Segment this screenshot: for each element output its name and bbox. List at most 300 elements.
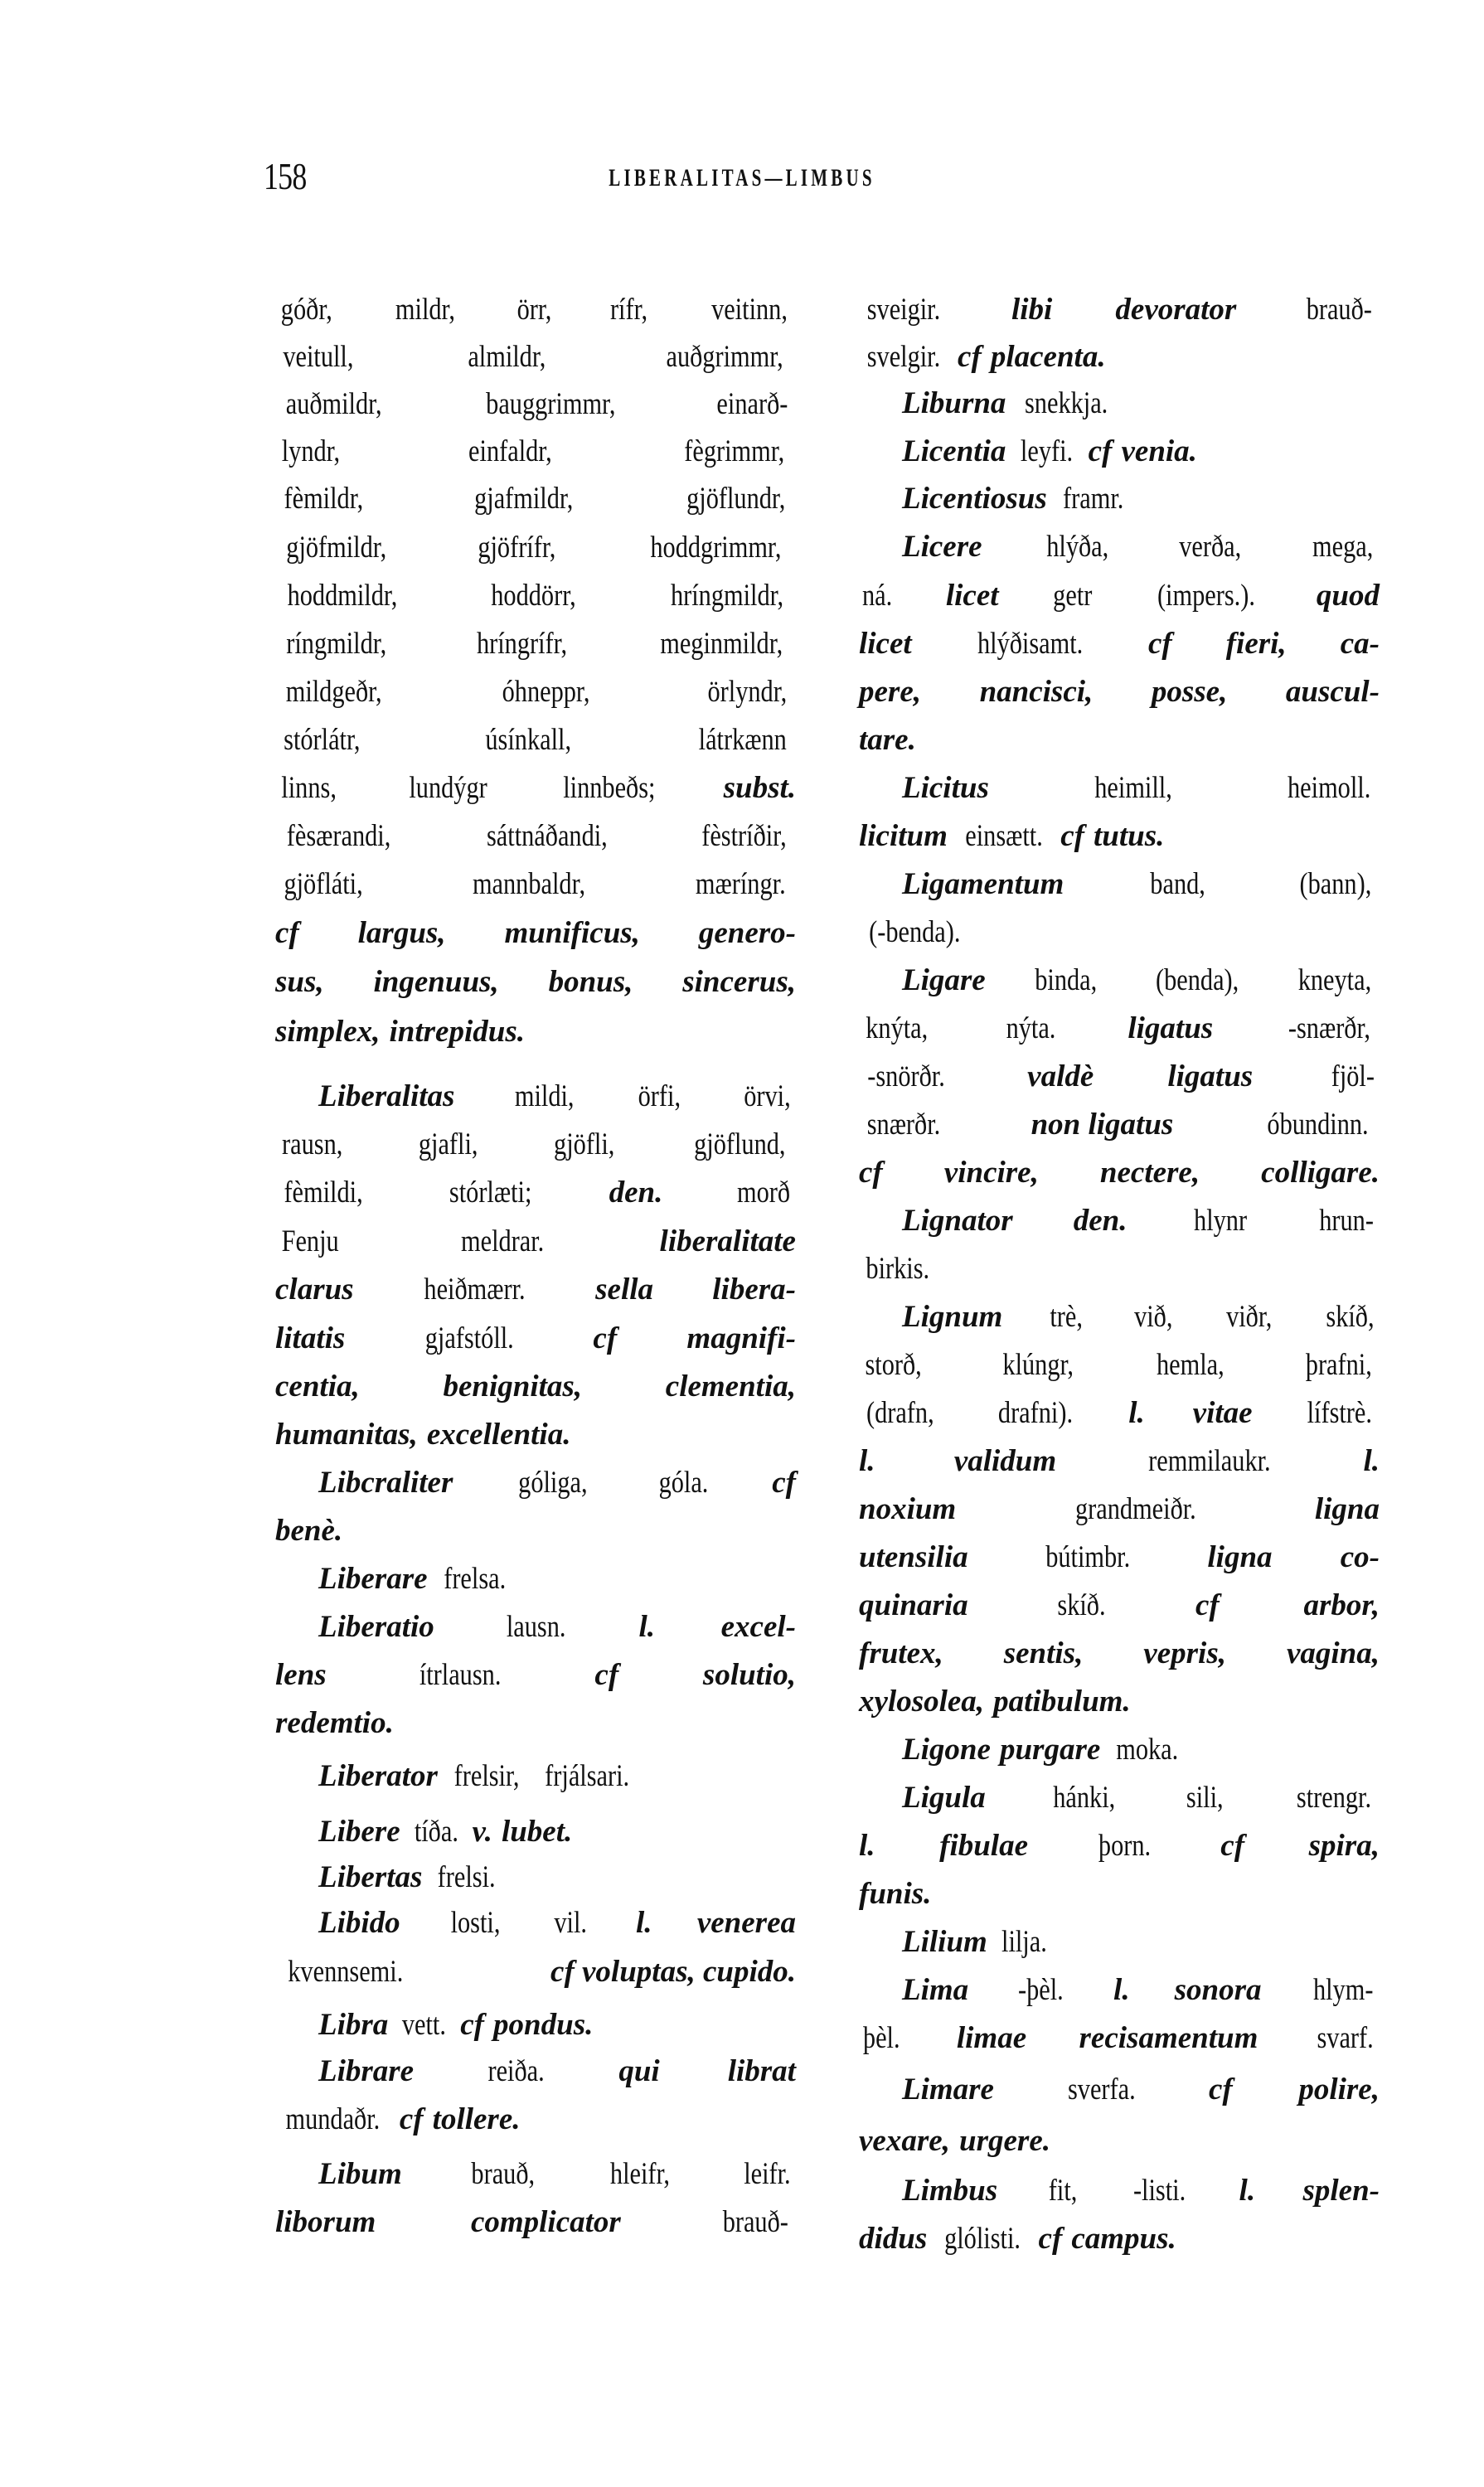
- icelandic-text: brauð-: [1307, 293, 1373, 327]
- icelandic-text: linnbeðs;: [563, 771, 656, 805]
- headword: Liberator: [318, 1759, 438, 1793]
- latin-text: l.: [1128, 1396, 1145, 1430]
- icelandic-text: góðr,: [280, 293, 332, 327]
- icelandic-text: snærðr.: [866, 1108, 941, 1142]
- text-line: [275, 1507, 796, 1555]
- text-line: [275, 2199, 796, 2247]
- icelandic-text: einfaldr,: [468, 434, 552, 468]
- icelandic-text: losti,: [450, 1906, 501, 1940]
- latin-text: venia.: [1121, 434, 1197, 468]
- latin-text: licet: [945, 579, 999, 613]
- entry-line: [275, 1753, 796, 1801]
- latin-text: vepris,: [1143, 1636, 1226, 1670]
- latin-text: qui: [618, 2054, 660, 2088]
- headword: Libere: [318, 1815, 400, 1849]
- icelandic-text: mundaðr.: [285, 2102, 381, 2136]
- icelandic-text: fjöl-: [1331, 1059, 1375, 1093]
- entry-line: [859, 475, 1380, 523]
- text-line: [275, 1266, 796, 1314]
- latin-text: spira,: [1308, 1829, 1380, 1863]
- icelandic-text: (drafn,: [866, 1396, 934, 1430]
- icelandic-text: óbundinn.: [1267, 1108, 1369, 1142]
- icelandic-text: fèmildi,: [284, 1176, 363, 1210]
- latin-text: polire,: [1298, 2072, 1380, 2106]
- icelandic-text: tíða.: [414, 1815, 458, 1849]
- latin-text: l.: [859, 1444, 875, 1478]
- latin-text: librat: [727, 2054, 796, 2088]
- icelandic-text: kneyta,: [1297, 963, 1372, 997]
- text-line: [859, 1149, 1380, 1197]
- headword: Lignator: [902, 1204, 1013, 1238]
- icelandic-text: hoddörr,: [491, 579, 577, 613]
- latin-text: devorator: [1115, 293, 1237, 327]
- icelandic-text: stórlátr,: [284, 723, 361, 757]
- latin-text: ligna: [1314, 1492, 1380, 1526]
- latin-text: utensilia: [859, 1540, 968, 1574]
- latin-text: licitum: [859, 819, 948, 853]
- text-line: [859, 1486, 1380, 1534]
- icelandic-text: auðgrimmr,: [666, 340, 783, 374]
- latin-text: benè.: [275, 1514, 343, 1548]
- icelandic-text: fèsærandi,: [286, 819, 391, 853]
- latin-text: fibulae: [939, 1829, 1029, 1863]
- latin-text: non ligatus: [1031, 1108, 1174, 1142]
- headword: Licentia: [902, 434, 1006, 468]
- text-line: [859, 1101, 1380, 1149]
- icelandic-text: svelgir.: [866, 340, 941, 374]
- icelandic-text: (-benda).: [869, 915, 961, 949]
- latin-text: vitae: [1192, 1396, 1253, 1430]
- entry-line: [859, 1774, 1380, 1822]
- latin-text: l.: [859, 1829, 875, 1863]
- latin-text: sincerus,: [682, 965, 796, 999]
- icelandic-text: svarf.: [1317, 2021, 1374, 2055]
- latin-text: sus,: [275, 965, 324, 999]
- latin-text: vexare,: [859, 2124, 950, 2158]
- text-line: [859, 1822, 1380, 1870]
- latin-text: litatis: [275, 1321, 346, 1355]
- text-line: [859, 1245, 1380, 1293]
- entry-line: [859, 2066, 1380, 2114]
- icelandic-text: morð: [736, 1176, 790, 1210]
- headword: Liberare: [318, 1562, 428, 1596]
- latin-text: validum: [953, 1444, 1057, 1478]
- icelandic-text: sveigir.: [866, 293, 941, 327]
- icelandic-text: almildr,: [468, 340, 546, 374]
- latin-text: pere,: [859, 675, 921, 709]
- latin-text: fieri,: [1225, 627, 1287, 661]
- icelandic-text: gjafmildr,: [473, 482, 574, 516]
- icelandic-text: úsínkall,: [485, 723, 572, 757]
- icelandic-text: hlynr: [1193, 1204, 1247, 1238]
- latin-text: placenta.: [990, 340, 1106, 374]
- icelandic-text: trè,: [1050, 1300, 1084, 1334]
- latin-text: ingenuus,: [373, 965, 499, 999]
- latin-text: quinaria: [859, 1588, 968, 1622]
- icelandic-text: stórlæti;: [449, 1176, 532, 1210]
- icelandic-text: (bann),: [1299, 867, 1372, 901]
- latin-text: excel-: [720, 1610, 796, 1644]
- headword: Lignum: [902, 1300, 1003, 1334]
- latin-text: cf: [593, 1321, 618, 1355]
- text-line: [275, 1121, 796, 1169]
- text-line: [275, 1699, 796, 1748]
- latin-text: cf: [958, 340, 982, 374]
- entry-line: [275, 1073, 796, 1121]
- latin-text: frutex,: [859, 1636, 943, 1670]
- icelandic-text: ná.: [861, 579, 893, 613]
- text-line: [859, 716, 1380, 764]
- latin-text: liborum: [275, 2205, 376, 2239]
- latin-text: limae: [956, 2021, 1027, 2055]
- entry-line: [275, 1603, 796, 1651]
- text-line: [859, 1534, 1380, 1582]
- entry-line: [859, 2167, 1380, 2215]
- latin-text: simplex,: [275, 1015, 381, 1049]
- entry-line: [859, 1726, 1380, 1774]
- entry-line: [275, 1808, 796, 1856]
- latin-text: den.: [609, 1176, 663, 1210]
- text-line: [275, 1315, 796, 1363]
- entry-line: [859, 380, 1380, 428]
- latin-text: cf: [1208, 2072, 1233, 2106]
- icelandic-text: mildgeðr,: [285, 675, 382, 709]
- latin-text: cf: [1038, 2222, 1063, 2256]
- latin-text: ca-: [1340, 627, 1380, 661]
- entry-line: [859, 428, 1380, 476]
- icelandic-text: drafni).: [997, 1396, 1073, 1430]
- latin-text: subst.: [723, 771, 796, 805]
- latin-text: arbor,: [1303, 1588, 1380, 1622]
- icelandic-text: knýta,: [866, 1011, 929, 1045]
- icelandic-text: moka.: [1116, 1733, 1179, 1767]
- icelandic-text: hlym-: [1312, 1973, 1373, 2007]
- headword: Libido: [318, 1906, 400, 1940]
- latin-text: didus: [859, 2222, 928, 2256]
- latin-text: recisamentum: [1079, 2021, 1258, 2055]
- text-line: [859, 1389, 1380, 1437]
- latin-text: cf: [772, 1466, 796, 1500]
- latin-text: cf: [275, 916, 299, 950]
- text-line: [275, 668, 796, 716]
- latin-text: venerea: [696, 1906, 796, 1940]
- text-line: [859, 1630, 1380, 1678]
- latin-text: benignitas,: [443, 1370, 583, 1403]
- latin-text: clarus: [275, 1273, 354, 1307]
- headword: Licere: [902, 530, 982, 564]
- icelandic-text: heiðmærr.: [424, 1273, 526, 1307]
- headword: Licentiosus: [902, 482, 1047, 516]
- latin-text: xylosolea,: [859, 1685, 985, 1719]
- icelandic-text: óhneppr,: [502, 675, 590, 709]
- latin-text: cf voluptas, cupido.: [550, 1955, 796, 1989]
- latin-text: cf: [460, 2008, 484, 2042]
- text-line: [275, 1948, 796, 1996]
- latin-text: munificus,: [504, 916, 640, 950]
- icelandic-text: heimoll.: [1287, 771, 1370, 805]
- text-line: [275, 861, 796, 909]
- icelandic-text: hríngmildr,: [670, 579, 784, 613]
- icelandic-text: linns,: [281, 771, 337, 805]
- icelandic-text: gjöfrífr,: [478, 531, 556, 565]
- headword: Libertas: [318, 1860, 423, 1894]
- latin-text: patibulum.: [993, 1685, 1131, 1719]
- icelandic-text: -þèl.: [1018, 1973, 1064, 2007]
- page-number: 158: [264, 155, 307, 197]
- icelandic-text: storð,: [865, 1348, 922, 1382]
- icelandic-text: örr,: [516, 293, 552, 327]
- icelandic-text: veitinn,: [711, 293, 788, 327]
- latin-text: nancisci,: [979, 675, 1094, 709]
- icelandic-text: veitull,: [283, 340, 354, 374]
- entry-line: [275, 1899, 796, 1947]
- latin-text: posse,: [1151, 675, 1228, 709]
- text-line: [859, 909, 1380, 957]
- icelandic-text: einarð-: [716, 387, 788, 421]
- headword: Lilium: [902, 1925, 987, 1959]
- headword: Ligare: [902, 963, 986, 997]
- text-line: [859, 1053, 1380, 1101]
- icelandic-text: birkis.: [866, 1252, 930, 1286]
- latin-text: ligatus: [1167, 1059, 1254, 1093]
- text-line: [275, 1169, 796, 1217]
- latin-text: nectere,: [1099, 1156, 1200, 1190]
- icelandic-text: lundýgr: [409, 771, 487, 805]
- latin-text: liberalitate: [659, 1224, 796, 1258]
- latin-text: cf: [399, 2102, 424, 2136]
- icelandic-text: -listi.: [1133, 2174, 1186, 2208]
- text-line: [275, 764, 796, 812]
- icelandic-text: bauggrimmr,: [486, 387, 616, 421]
- headword: Limare: [902, 2072, 994, 2106]
- icelandic-text: vil.: [554, 1906, 588, 1940]
- icelandic-text: góla.: [658, 1466, 709, 1500]
- text-line: [859, 1678, 1380, 1726]
- icelandic-text: lilja.: [1001, 1925, 1047, 1959]
- text-line: [275, 286, 796, 334]
- icelandic-text: glólisti.: [944, 2222, 1021, 2256]
- icelandic-text: binda,: [1035, 963, 1098, 997]
- icelandic-text: gjöfli,: [554, 1127, 615, 1161]
- icelandic-text: (benda),: [1155, 963, 1239, 997]
- icelandic-text: leifr.: [744, 2157, 791, 2191]
- icelandic-text: mildi,: [514, 1079, 575, 1113]
- entry-line: [859, 957, 1380, 1005]
- running-head: LIBERALITAS—LIMBUS: [609, 164, 875, 191]
- latin-text: sella: [595, 1273, 654, 1307]
- icelandic-text: rausn,: [282, 1127, 343, 1161]
- icelandic-text: framr.: [1062, 482, 1124, 516]
- text-line: [859, 1582, 1380, 1630]
- latin-text: vagina,: [1286, 1636, 1380, 1670]
- entry-line: [859, 764, 1380, 812]
- text-line: [275, 572, 796, 620]
- latin-text: lens: [275, 1658, 327, 1692]
- text-line: [275, 381, 796, 429]
- icelandic-text: gjöfmildr,: [286, 531, 387, 565]
- text-line: [275, 716, 796, 764]
- icelandic-text: grandmeiðr.: [1074, 1492, 1196, 1526]
- latin-text: campus.: [1071, 2222, 1176, 2256]
- latin-text: tutus.: [1094, 819, 1165, 853]
- icelandic-text: þrafni,: [1306, 1348, 1373, 1382]
- icelandic-text: getr: [1053, 579, 1093, 613]
- latin-text: intrepidus.: [389, 1015, 525, 1049]
- icelandic-text: lyndr,: [281, 434, 341, 468]
- icelandic-text: gjafstóll.: [424, 1321, 514, 1355]
- headword: Licitus: [902, 771, 989, 805]
- icelandic-text: hlýða,: [1045, 530, 1108, 564]
- entry-line: [275, 1555, 796, 1603]
- latin-text: genero-: [698, 916, 796, 950]
- latin-text: noxium: [859, 1492, 957, 1526]
- latin-text: cf: [1195, 1588, 1220, 1622]
- icelandic-text: mildr,: [395, 293, 456, 327]
- icelandic-text: gjöfláti,: [284, 867, 363, 901]
- icelandic-text: frelsir,: [453, 1759, 520, 1793]
- headword: Ligone: [902, 1733, 991, 1767]
- entry-line: [275, 2150, 796, 2199]
- icelandic-text: frelsa.: [443, 1562, 506, 1596]
- text-line: [275, 958, 796, 1006]
- latin-text: l.: [1113, 1973, 1130, 2007]
- latin-text: libi: [1011, 293, 1053, 327]
- entry-line: [859, 1197, 1380, 1245]
- latin-text: cf: [1220, 1829, 1245, 1863]
- text-line: [275, 1218, 796, 1266]
- text-line: [275, 1008, 796, 1056]
- icelandic-text: klúngr,: [1002, 1348, 1074, 1382]
- icelandic-text: band,: [1150, 867, 1206, 901]
- icelandic-text: lífstrè.: [1307, 1396, 1373, 1430]
- icelandic-text: frelsi.: [438, 1860, 497, 1894]
- icelandic-text: skíð.: [1057, 1588, 1106, 1622]
- entry-line: [275, 1854, 796, 1902]
- latin-text: ligatus: [1128, 1011, 1214, 1045]
- icelandic-text: -snörðr.: [867, 1059, 945, 1093]
- latin-text: urgere.: [959, 2124, 1050, 2158]
- icelandic-text: ríngmildr,: [286, 627, 387, 661]
- icelandic-text: heimill,: [1094, 771, 1173, 805]
- text-line: [859, 2215, 1380, 2263]
- latin-text: valdè: [1027, 1059, 1094, 1093]
- text-line: [275, 909, 796, 957]
- icelandic-text: látrkænn: [698, 723, 787, 757]
- latin-text: quod: [1316, 579, 1380, 613]
- text-line: [859, 812, 1380, 861]
- icelandic-text: hoddgrimmr,: [650, 531, 782, 565]
- latin-text: cf: [1060, 819, 1084, 853]
- latin-text: l.: [1363, 1444, 1380, 1478]
- headword: Ligula: [902, 1781, 986, 1815]
- icelandic-text: fèmildr,: [284, 482, 364, 516]
- latin-text: splen-: [1302, 2174, 1380, 2208]
- headword: Liburna: [902, 386, 1006, 420]
- latin-text: den.: [1073, 1204, 1128, 1238]
- latin-text: complicator: [470, 2205, 621, 2239]
- entry-line: [275, 2001, 796, 2049]
- icelandic-text: hrun-: [1319, 1204, 1374, 1238]
- icelandic-text: viðr,: [1225, 1300, 1273, 1334]
- text-line: [859, 2117, 1380, 2165]
- icelandic-text: þorn.: [1098, 1829, 1151, 1863]
- icelandic-text: hemla,: [1156, 1348, 1225, 1382]
- headword: Libum: [318, 2157, 402, 2191]
- icelandic-text: gjöflundr,: [686, 482, 785, 516]
- icelandic-text: hríngrífr,: [476, 627, 568, 661]
- icelandic-text: gjafli,: [418, 1127, 478, 1161]
- text-line: [275, 1411, 796, 1459]
- icelandic-text: við,: [1134, 1300, 1173, 1334]
- icelandic-text: hleifr,: [610, 2157, 671, 2191]
- latin-text: centia,: [275, 1370, 360, 1403]
- text-line: [275, 428, 796, 476]
- icelandic-text: góliga,: [518, 1466, 589, 1500]
- icelandic-text: sili,: [1186, 1781, 1225, 1815]
- text-line: [275, 2096, 796, 2144]
- icelandic-text: bútimbr.: [1045, 1540, 1130, 1574]
- text-line: [275, 524, 796, 572]
- icelandic-text: nýta.: [1006, 1011, 1056, 1045]
- icelandic-text: mega,: [1312, 530, 1373, 564]
- icelandic-text: (impers.).: [1157, 579, 1256, 613]
- icelandic-text: sáttnáðandi,: [487, 819, 608, 853]
- icelandic-text: kvennsemi.: [288, 1955, 404, 1989]
- headword: Limbus: [902, 2174, 998, 2208]
- headword: Ligamentum: [902, 867, 1065, 901]
- latin-text: licet: [859, 627, 912, 661]
- icelandic-text: remmilaukr.: [1148, 1444, 1272, 1478]
- text-line: [859, 572, 1380, 620]
- icelandic-text: frjálsari.: [545, 1759, 630, 1793]
- entry-line: [859, 1293, 1380, 1341]
- latin-text: cf: [859, 1156, 883, 1190]
- latin-text: l.: [635, 1906, 652, 1940]
- icelandic-text: fègrimmr,: [684, 434, 785, 468]
- latin-text: cf: [1147, 627, 1172, 661]
- entry-line: [275, 1459, 796, 1507]
- latin-text: l.: [1239, 2174, 1256, 2208]
- text-line: [859, 2014, 1380, 2063]
- latin-text: sentis,: [1003, 1636, 1084, 1670]
- latin-text: funis.: [859, 1877, 932, 1911]
- text-line: [859, 286, 1380, 334]
- latin-text: ligna: [1207, 1540, 1273, 1574]
- text-line: [859, 620, 1380, 668]
- latin-text: humanitas,: [275, 1418, 418, 1452]
- text-line: [859, 1870, 1380, 1918]
- icelandic-text: rífr,: [610, 293, 648, 327]
- icelandic-text: hánki,: [1053, 1781, 1116, 1815]
- entry-line: [859, 1966, 1380, 2014]
- latin-text: excellentia.: [426, 1418, 571, 1452]
- icelandic-text: sverfa.: [1067, 2072, 1136, 2106]
- icelandic-text: hlýðisamt.: [977, 627, 1083, 661]
- icelandic-text: verða,: [1179, 530, 1242, 564]
- headword: Libra: [318, 2008, 389, 2042]
- latin-text: cf: [1088, 434, 1113, 468]
- icelandic-text: snekkja.: [1024, 386, 1108, 420]
- latin-text: pondus.: [493, 2008, 594, 2042]
- latin-text: bonus,: [548, 965, 633, 999]
- text-line: [275, 333, 796, 381]
- latin-text: magnifi-: [686, 1321, 796, 1355]
- icelandic-text: Fenju: [281, 1224, 339, 1258]
- entry-line: [859, 523, 1380, 571]
- icelandic-text: strengr.: [1296, 1781, 1372, 1815]
- latin-text: tare.: [859, 723, 916, 757]
- text-line: [859, 1437, 1380, 1486]
